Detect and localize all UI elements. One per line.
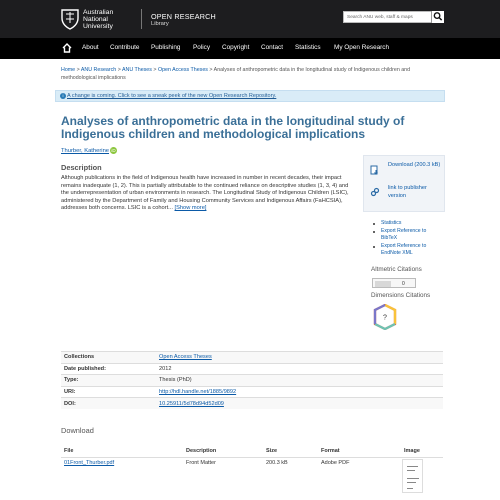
column-image: Image [401,445,443,457]
nav-about[interactable]: About [82,44,99,51]
breadcrumb-anu-research[interactable]: ANU Research [80,67,117,73]
column-description: Description [183,445,263,457]
column-file: File [61,445,183,457]
notice-banner [55,90,445,102]
nav-publishing[interactable]: Publishing [151,44,181,51]
metadata-row [61,375,443,387]
thumbnail-text-line [407,488,413,489]
search-button[interactable] [431,11,444,23]
metadata-label: Type: [61,375,156,387]
metadata-label: Date published: [61,363,156,375]
metadata-value: Thesis (PhD) [156,375,443,387]
search-placeholder: Search ANU web, staff & maps [347,14,413,20]
info-icon: i [60,93,66,99]
thumbnail-text-line [407,478,419,479]
metadata-label: DOI: [61,398,156,410]
description-text [61,175,353,213]
collection-link[interactable]: Open Access Theses [159,354,212,361]
description-body: Although publications in the field of Indigenous health have increased in number in recent decades, their impact remains inadequate (1, 2). This is partially attributable to the continued reliance on descriptive studies (1, 3, 4) and the underrepresentation of urban environments in research. The Longitudinal Study of Indigenous Children (LSIC), administered by the Department of Family and Housing Community Services and Indigenous Affairs (FaHCSIA), addresses both concerns. LSIC is a cohort... [61,175,349,212]
nav-policy[interactable]: Policy [193,44,211,51]
breadcrumb-home[interactable]: Home [61,67,76,73]
file-link[interactable]: 01Front_Thurber.pdf [64,460,115,467]
thumbnail-text-line [407,482,416,483]
column-format: Format [318,445,401,457]
main-nav [0,38,500,59]
altmetric-icon [375,281,391,287]
reference-list [373,220,443,258]
metadata-row [61,352,443,364]
download-row [61,457,443,469]
doi-link[interactable]: 10.25911/5d78d94d52d09 [159,400,224,407]
column-size: Size [263,445,318,457]
description-heading: Description [61,163,102,172]
anu-logo[interactable] [60,8,134,32]
nav-contact[interactable]: Contact [261,44,284,51]
nav-my-open-research[interactable]: My Open Research [334,44,390,51]
author-link[interactable]: Thurber, Katherine [61,148,110,154]
download-table [61,445,443,469]
size-cell: 200.3 kB [266,460,288,467]
download-panel [363,155,445,212]
export-endnote-link[interactable]: Export Reference to EndNote XML [373,243,443,258]
publisher-link[interactable]: link to publisher version [388,185,427,199]
notice-link[interactable]: A change is coming. Click to see a sneak peek of the new Open Research Repository. [67,93,277,99]
metadata-value: 2012 [156,363,443,375]
altmetric-heading: Altmetric Citations [371,266,422,273]
nav-statistics[interactable]: Statistics [295,44,321,51]
crest-icon [60,8,80,30]
breadcrumb: Home > ANU Research > ANU Theses > Open Access Theses > Analyses of anthropometric data in the longitudinal study of Indigenous children and methodological implications [61,67,411,81]
dimensions-icon[interactable] [373,304,397,330]
altmetric-badge[interactable] [372,278,416,288]
link-icon [370,187,380,197]
download-link[interactable]: Download (200.3 kB) [388,162,441,168]
metadata-label: URI: [61,386,156,398]
altmetric-value: 0 [402,280,405,287]
breadcrumb-open-access-theses[interactable]: Open Access Theses [157,67,208,73]
dimensions-heading: Dimensions Citations [371,292,431,299]
nav-copyright[interactable]: Copyright [222,44,250,51]
uri-link[interactable]: http://hdl.handle.net/1885/9892 [159,388,237,395]
logo-line-3: University [83,23,113,30]
orcid-icon[interactable]: iD [111,148,116,153]
statistics-link[interactable]: Statistics [373,220,443,228]
file-cell [61,457,183,469]
download-header-row [61,445,443,457]
site-header [0,0,500,38]
metadata-row [61,386,443,398]
search-icon [432,11,444,22]
format-cell: Adobe PDF [321,460,350,467]
page-title: Analyses of anthropometric data in the longitudinal study of Indigenous children and methodological implications [61,114,405,141]
thumbnail-text-line [407,466,418,467]
description-cell: Front Matter [186,460,216,467]
download-heading: Download [61,426,94,435]
thumbnail-text-line [407,470,415,471]
breadcrumb-current: Analyses of anthropometric data in the longitudinal study of Indigenous children and methodological implications [61,67,411,81]
header-divider [141,9,142,29]
document-download-icon [370,165,380,175]
metadata-row [61,363,443,375]
export-bibtex-link[interactable]: Export Reference to BibTeX [373,228,443,243]
metadata-value [156,398,443,410]
metadata-value [156,352,443,364]
search-input[interactable] [343,11,444,23]
nav-contribute[interactable]: Contribute [110,44,140,51]
metadata-label: Collections [61,352,156,364]
metadata-table [61,351,443,409]
site-subtitle: Library [151,21,169,27]
breadcrumb-anu-theses[interactable]: ANU Theses [121,67,152,73]
metadata-row [61,398,443,410]
show-more-link[interactable]: [Show more] [174,205,207,212]
metadata-value [156,386,443,398]
dimensions-value: ? [383,314,387,322]
site-title[interactable]: OPEN RESEARCH [151,12,216,21]
logo-line-2: National [83,16,108,23]
file-thumbnail[interactable] [402,459,423,493]
home-icon[interactable] [62,43,72,53]
logo-text [83,9,113,30]
logo-line-1: Australian [83,9,114,16]
